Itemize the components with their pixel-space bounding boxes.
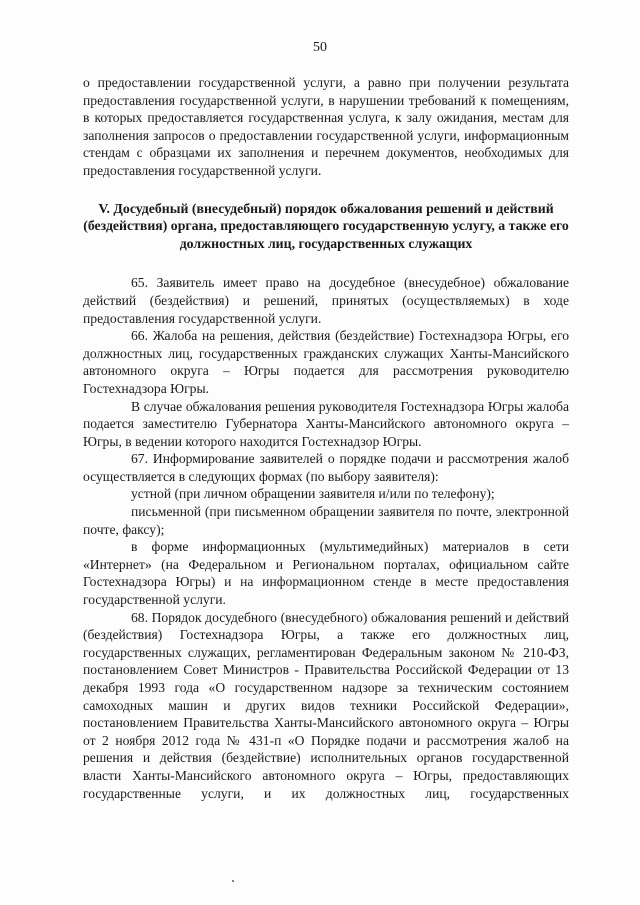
paragraph-68: 68. Порядок досудебного (внесудебного) обжалования решений и действий (бездействия) Гостехнадзора Югры, а также его должностных лиц, государственных служащих, регламентирован Федеральным законом № 210-ФЗ, постановлением Совет Министров - Правительства Российской Федерации от 13 декабря 1993 года «О государственном надзоре за техническим состоянием самоходных машин и других видов техники Российской Федерации», постановлением Правительства Ханты-Мансийского автономного округа – Югры от 2 ноября 2012 года № 431-п «О Порядке подачи и рассмотрения жалоб на решения и действия (бездействие) исполнительных органов государственной власти Ханты-Мансийского автономного округа – Югры, предоставляющих государственные услуги, и их должностных лиц, государственных	[83, 609, 569, 801]
intro-paragraph: о предоставлении государственной услуги, а равно при получении результата предоставления государственной услуги, в нарушении требований к помещениям, в которых предоставляется государственная услуга, к залу ожидания, местам для заполнения запросов о предоставлении государственной услуги, информационным стендам с образцами их заполнения и перечнем документов, необходимых для предоставления государственной услуги.	[83, 75, 569, 178]
paragraph-67-oral: устной (при личном обращении заявителя и/или по телефону);	[131, 486, 495, 502]
paragraph-67-internet: в форме информационных (мультимедийных) материалов в сети «Интернет» (на Федеральном и Региональном порталах, официальном сайте Гостехнадзора Югры) и на информационном стенде в месте предоставления государственной услуги.	[83, 539, 569, 608]
page-number: 50	[313, 40, 327, 55]
paragraph-66-continuation: В случае обжалования решения руководителя Гостехнадзора Югры жалоба подается заместителю Губернатора Ханты-Мансийского автономного округа – Югры, в ведении которого находится Гостехнадзор Югры.	[83, 398, 569, 449]
paragraph-67-written: письменной (при письменном обращении заявителя по почте, электронной почте, факсу);	[83, 504, 569, 537]
paragraph-67: 67. Информирование заявителей о порядке подачи и рассмотрения жалоб осуществляется в следующих формах (по выбору заявителя):	[83, 451, 569, 484]
document-body	[83, 74, 569, 802]
section-heading: V. Досудебный (внесудебный) порядок обжалования решений и действий (бездействия) органа, предоставляющего государственную услугу, а также его должностных лиц, государственных служащих	[83, 200, 569, 251]
paragraph-65: 65. Заявитель имеет право на досудебное (внесудебное) обжалование действий (бездействия) и решений, принятых (осуществляемых) в ходе предоставления государственной услуги.	[83, 275, 569, 326]
scan-speck	[232, 880, 234, 882]
paragraph-66: 66. Жалоба на решения, действия (бездействие) Гостехнадзора Югры, его должностных лиц, государственных гражданских служащих Ханты-Мансийского автономного округа – Югры подается для рассмотрения руководителю Гостехнадзора Югры.	[83, 328, 569, 396]
